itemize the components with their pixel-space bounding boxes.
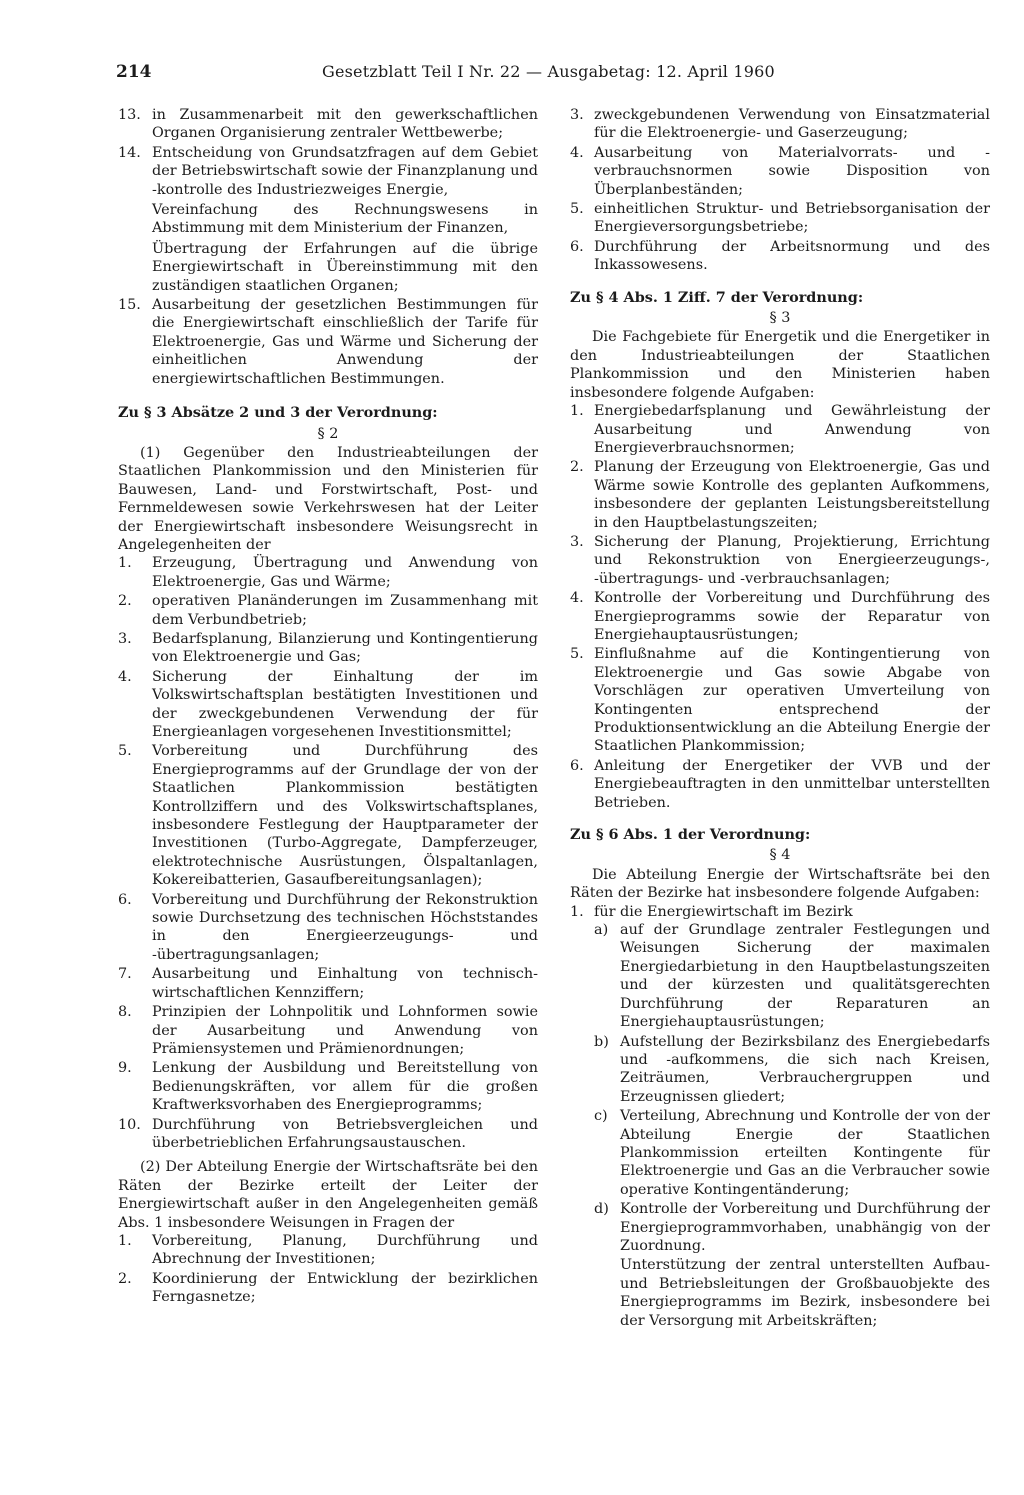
section-heading: Zu § 4 Abs. 1 Ziff. 7 der Verordnung: <box>570 288 864 306</box>
list-item: 9. Lenkung der Ausbildung und Bereitstellung von Bedienungskräften, vor allem für die großen Kraftwerksvorhaben des Energieprogramms; <box>118 1060 538 1114</box>
list-item: 1. Energiebedarfsplanung und Gewährleistung der Ausarbeitung und Anwendung von Energieverbrauchsnormen; <box>570 403 990 456</box>
paragraph-text: Die Fachgebiete für Energetik und die Energetiker in den Industrieabteilungen der Staatlichen Plankommission und den Ministerien haben insbesondere folgende Aufgaben: <box>570 329 990 401</box>
paragraph-text: (1) Gegenüber den Industrieabteilungen der Staatlichen Plankommission und den Ministerien für Bauwesen, Land- und Forstwirtschaft, Post- und Fernmeldewesen sowie Verkehrswesen hat der Leiter der Energiewirtschaft insbesondere Weisungsrecht in Angelegenheiten der <box>118 444 538 553</box>
section-heading: Zu § 3 Absätze 2 und 3 der Verordnung: <box>118 404 438 422</box>
list-item-13: 13. in Zusammenarbeit mit den gewerkschaftlichen Organen Organisierung zentraler Wettbewerbe; <box>118 107 538 142</box>
list-item: 1. für die Energiewirtschaft im Bezirk a) auf der Grundlage zentraler Festlegungen und Weisungen Sicherung der maximalen Energiedarbietung in den Hauptbelastungszeiten und der kürzesten und qualitätsgerechten Durchführung der Reparaturen an Energiehauptausrüstungen; b) Aufstellung der Bezirksbilanz des Energiebedarfs und -aufkommens, die sich nach Kreisen, Zeiträumen, Verbrauchergruppen und Erzeugnissen gliedert; c) Verteilung, Abrechnung und Kontrolle der von der Abteilung Energie der Staatlichen Plankommission erteilten Kontingente für Elektroenergie und Gas an die Verbraucher sowie operative Kontingentänderung; d) Kontrolle der Vorbereitung und Durchführung der Energieprogrammvorhaben, unabhängig von der Zuordnung. Unterstützung der zentral unterstellten Aufbau- und Betriebsleitungen der Großbauobjekte des Energieprogramms im Bezirk, insbesondere bei der Versorgung mit Arbeitskräften; <box>570 903 990 1329</box>
list-item: 2. Koordinierung der Entwicklung der bezirklichen Ferngasnetze; <box>118 1270 538 1306</box>
closing-text: Unterstützung der zentral unterstellten Aufbau- und Betriebsleitungen der Großbauobjekte des Energieprogramms im Bezirk, insbesondere bei der Versorgung mit Arbeitskräften; <box>620 1257 990 1329</box>
gazette-title: Gesetzblatt Teil I Nr. 22 — Ausgabetag: 12. April 1960 <box>322 62 775 81</box>
list-item: 6. Durchführung der Arbeitsnormung und des Inkassowesens. <box>570 238 990 274</box>
list-item: 3. Bedarfsplanung, Bilanzierung und Kontingentierung von Elektroenergie und Gas; <box>118 630 538 666</box>
list-item: 3. zweckgebundenen Verwendung von Einsatzmaterial für die Elektroenergie- und Gaserzeugung; <box>570 107 990 142</box>
list-item: 2. Planung der Erzeugung von Elektroenergie, Gas und Wärme sowie Kontrolle des geplanten Aufkommens, insbesondere der geplanten Leistungsbereitstellung in den Hauptbelastungszeiten; <box>570 459 990 531</box>
list-item: 1. Erzeugung, Übertragung und Anwendung von Elektroenergie, Gas und Wärme; <box>118 555 538 590</box>
list-item: 7. Ausarbeitung und Einhaltung von technisch-wirtschaftlichen Kennziffern; <box>118 966 538 1001</box>
sub-item: d) Kontrolle der Vorbereitung und Durchführung der Energieprogrammvorhaben, unabhängig von der Zuordnung. <box>594 1201 990 1254</box>
list-item: 4. Kontrolle der Vorbereitung und Durchführung des Energieprogramms sowie der Reparatur von Energiehauptausrüstungen; <box>570 590 990 643</box>
section-heading: Zu § 6 Abs. 1 der Verordnung: <box>570 826 811 844</box>
list-item: 1. Vorbereitung, Planung, Durchführung und Abrechnung der Investitionen; <box>118 1232 538 1268</box>
paragraph-sign: § 4 <box>769 847 791 864</box>
list-item: 5. Einflußnahme auf die Kontingentierung von Elektroenergie und Gas sowie Abgabe von Vorschlägen zur operativen Umverteilung von Kontingenten entsprechend der Produktionsentwicklung an die Abteilung Energie der Staatlichen Plankommission; <box>570 646 990 755</box>
list-item: 5. Vorbereitung und Durchführung des Energieprogramms auf der Grundlage der von der Staatlichen Plankommission bestätigten Kontrollziffern und des Volkswirtschaftsplanes, insbesondere Festlegung der Hauptparameter der Investitionen (Turbo-Aggregate, Dampferzeuger, elektrotechnische Ausrüstungen, Ölspaltanlagen, Kokereibatterien, Gasaufbereitungsanlagen); <box>118 743 538 889</box>
sub-item: a) auf der Grundlage zentraler Festlegungen und Weisungen Sicherung der maximalen Energiedarbietung in den Hauptbelastungszeiten und der kürzesten und qualitätsgerechten Durchführung der Reparaturen an Energiehauptausrüstungen; <box>594 922 990 1031</box>
list-item: 4. Sicherung der Einhaltung der im Volkswirtschaftsplan bestätigten Investitionen und der zweckgebundenen Verwendung der für Energieanlagen vorgesehenen Investitionsmittel; <box>118 668 538 740</box>
page-number: 214 <box>116 62 152 82</box>
page-header <box>116 62 996 88</box>
list-item: 10. Durchführung von Betriebsvergleichen und überbetrieblichen Erfahrungsaustauschen. <box>118 1116 538 1151</box>
list-item: 5. einheitlichen Struktur- und Betriebsorganisation der Energieversorgungsbetriebe; <box>570 201 990 236</box>
paragraph-text: (2) Der Abteilung Energie der Wirtschaftsräte bei den Räten der Bezirke erteilt der Leiter der Energiewirtschaft außer in den Angelegenheiten gemäß Abs. 1 insbesondere Weisungen in Fragen der <box>118 1159 538 1231</box>
sub-item: c) Verteilung, Abrechnung und Kontrolle der von der Abteilung Energie der Staatlichen Plankommission erteilten Kontingente für Elektroenergie und Gas an die Verbraucher sowie operative Kontingentänderung; <box>594 1108 990 1198</box>
left-column <box>118 106 538 1308</box>
right-column <box>570 106 990 1331</box>
paragraph-text: Die Abteilung Energie der Wirtschaftsräte bei den Räten der Bezirke hat insbesondere folgende Aufgaben: <box>570 866 990 902</box>
list-item: 6. Anleitung der Energetiker der VVB und der Energiebeauftragten in den unmittelbar unterstellten Betrieben. <box>570 757 990 811</box>
list-item-15: 15. Ausarbeitung der gesetzlichen Bestimmungen für die Energiewirtschaft einschließlich der Tarife für Elektroenergie, Gas und Wärme und Sicherung der einheitlichen Anwendung der energiewirtschaftlichen Bestimmungen. <box>118 297 538 387</box>
list-item: 2. operativen Planänderungen im Zusammenhang mit dem Verbundbetrieb; <box>118 593 538 628</box>
list-item: 6. Vorbereitung und Durchführung der Rekonstruktion sowie Durchsetzung des technischen Höchststandes in den Energieerzeugungs- und -übertragungsanlagen; <box>118 891 538 963</box>
sub-item: b) Aufstellung der Bezirksbilanz des Energiebedarfs und -aufkommens, die sich nach Kreisen, Zeiträumen, Verbrauchergruppen und Erzeugnissen gliedert; <box>594 1033 990 1105</box>
list-item: 8. Prinzipien der Lohnpolitik und Lohnformen sowie der Ausarbeitung und Anwendung von Prämiensystemen und Prämienordnungen; <box>118 1004 538 1057</box>
list-item: 4. Ausarbeitung von Materialvorrats- und -verbrauchsnormen sowie Disposition von Überplanbeständen; <box>570 144 990 198</box>
paragraph-sign: § 2 <box>317 425 339 442</box>
list-item-14: 14. Entscheidung von Grundsatzfragen auf dem Gebiet der Betriebswirtschaft sowie der Finanzplanung und -kontrolle des Industriezweiges Energie, Vereinfachung des Rechnungswesens in Abstimmung mit dem Ministerium der Finanzen, Übertragung der Erfahrungen auf die übrige Energiewirtschaft in Übereinstimmung mit den zuständigen staatlichen Organen; <box>118 144 538 294</box>
list-item: 3. Sicherung der Planung, Projektierung, Errichtung und Rekonstruktion von Energieerzeugungs-, -übertragungs- und -verbrauchsanlagen; <box>570 533 990 587</box>
paragraph-sign: § 3 <box>769 310 791 327</box>
